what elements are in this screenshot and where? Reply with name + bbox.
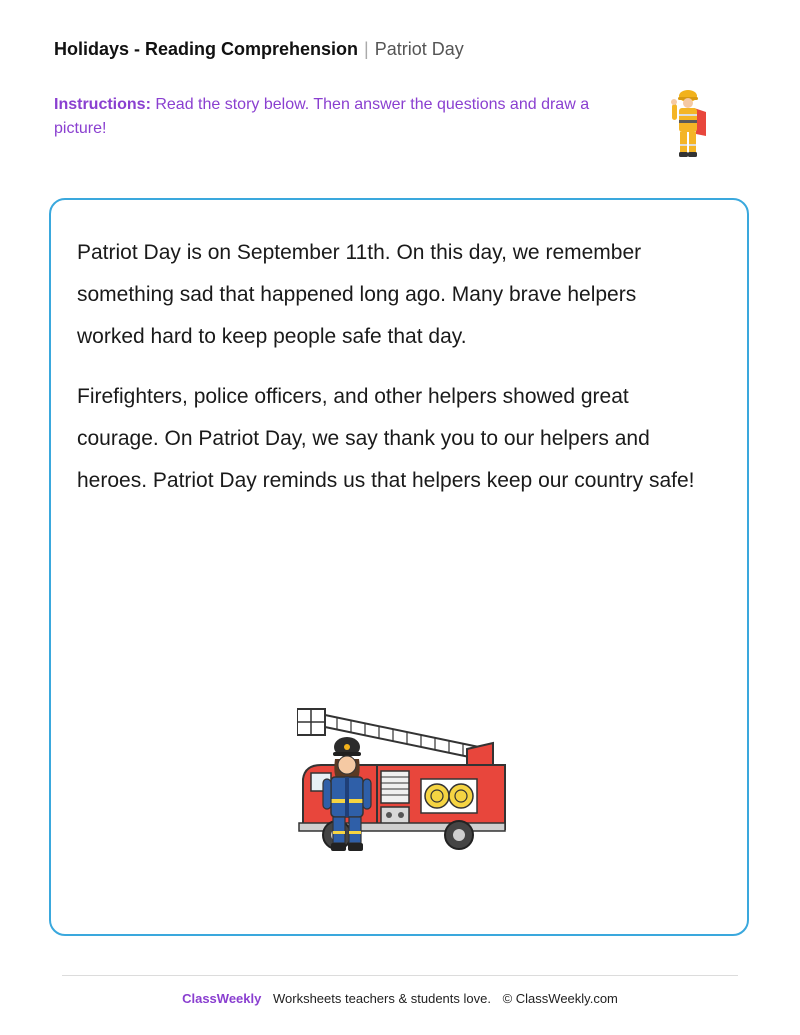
story-paragraph-2: Firefighters, police officers, and other helpers showed great courage. On Patriot Day, we say thank you to our helpers and heroes. Patriot Day reminds us that helpers keep our country safe! — [77, 385, 695, 492]
fire-truck-with-firefighter-icon — [297, 705, 509, 855]
footer-copyright: © ClassWeekly.com — [502, 991, 618, 1006]
story-paragraph-1: Patriot Day is on September 11th. On this day, we remember something sad that happened long ago. Many brave helpers worked hard to keep people safe that day. — [77, 241, 642, 348]
instructions-label: Instructions: — [54, 96, 151, 113]
page-header — [54, 37, 464, 61]
instructions — [54, 93, 614, 141]
worksheet-subject: Patriot Day — [374, 39, 464, 59]
instructions-text: Read the story below. Then answer the questions and draw a picture! — [54, 96, 590, 137]
page-footer — [0, 990, 800, 1008]
story-box — [49, 198, 749, 936]
title-separator: | — [364, 39, 369, 59]
footer-tagline: Worksheets teachers & students love. — [272, 991, 491, 1006]
firefighter-icon — [664, 88, 714, 160]
story-text — [77, 232, 697, 520]
worksheet-title: Holidays - Reading Comprehension — [54, 39, 359, 59]
footer-brand: ClassWeekly — [182, 991, 262, 1006]
footer-divider — [62, 975, 738, 976]
